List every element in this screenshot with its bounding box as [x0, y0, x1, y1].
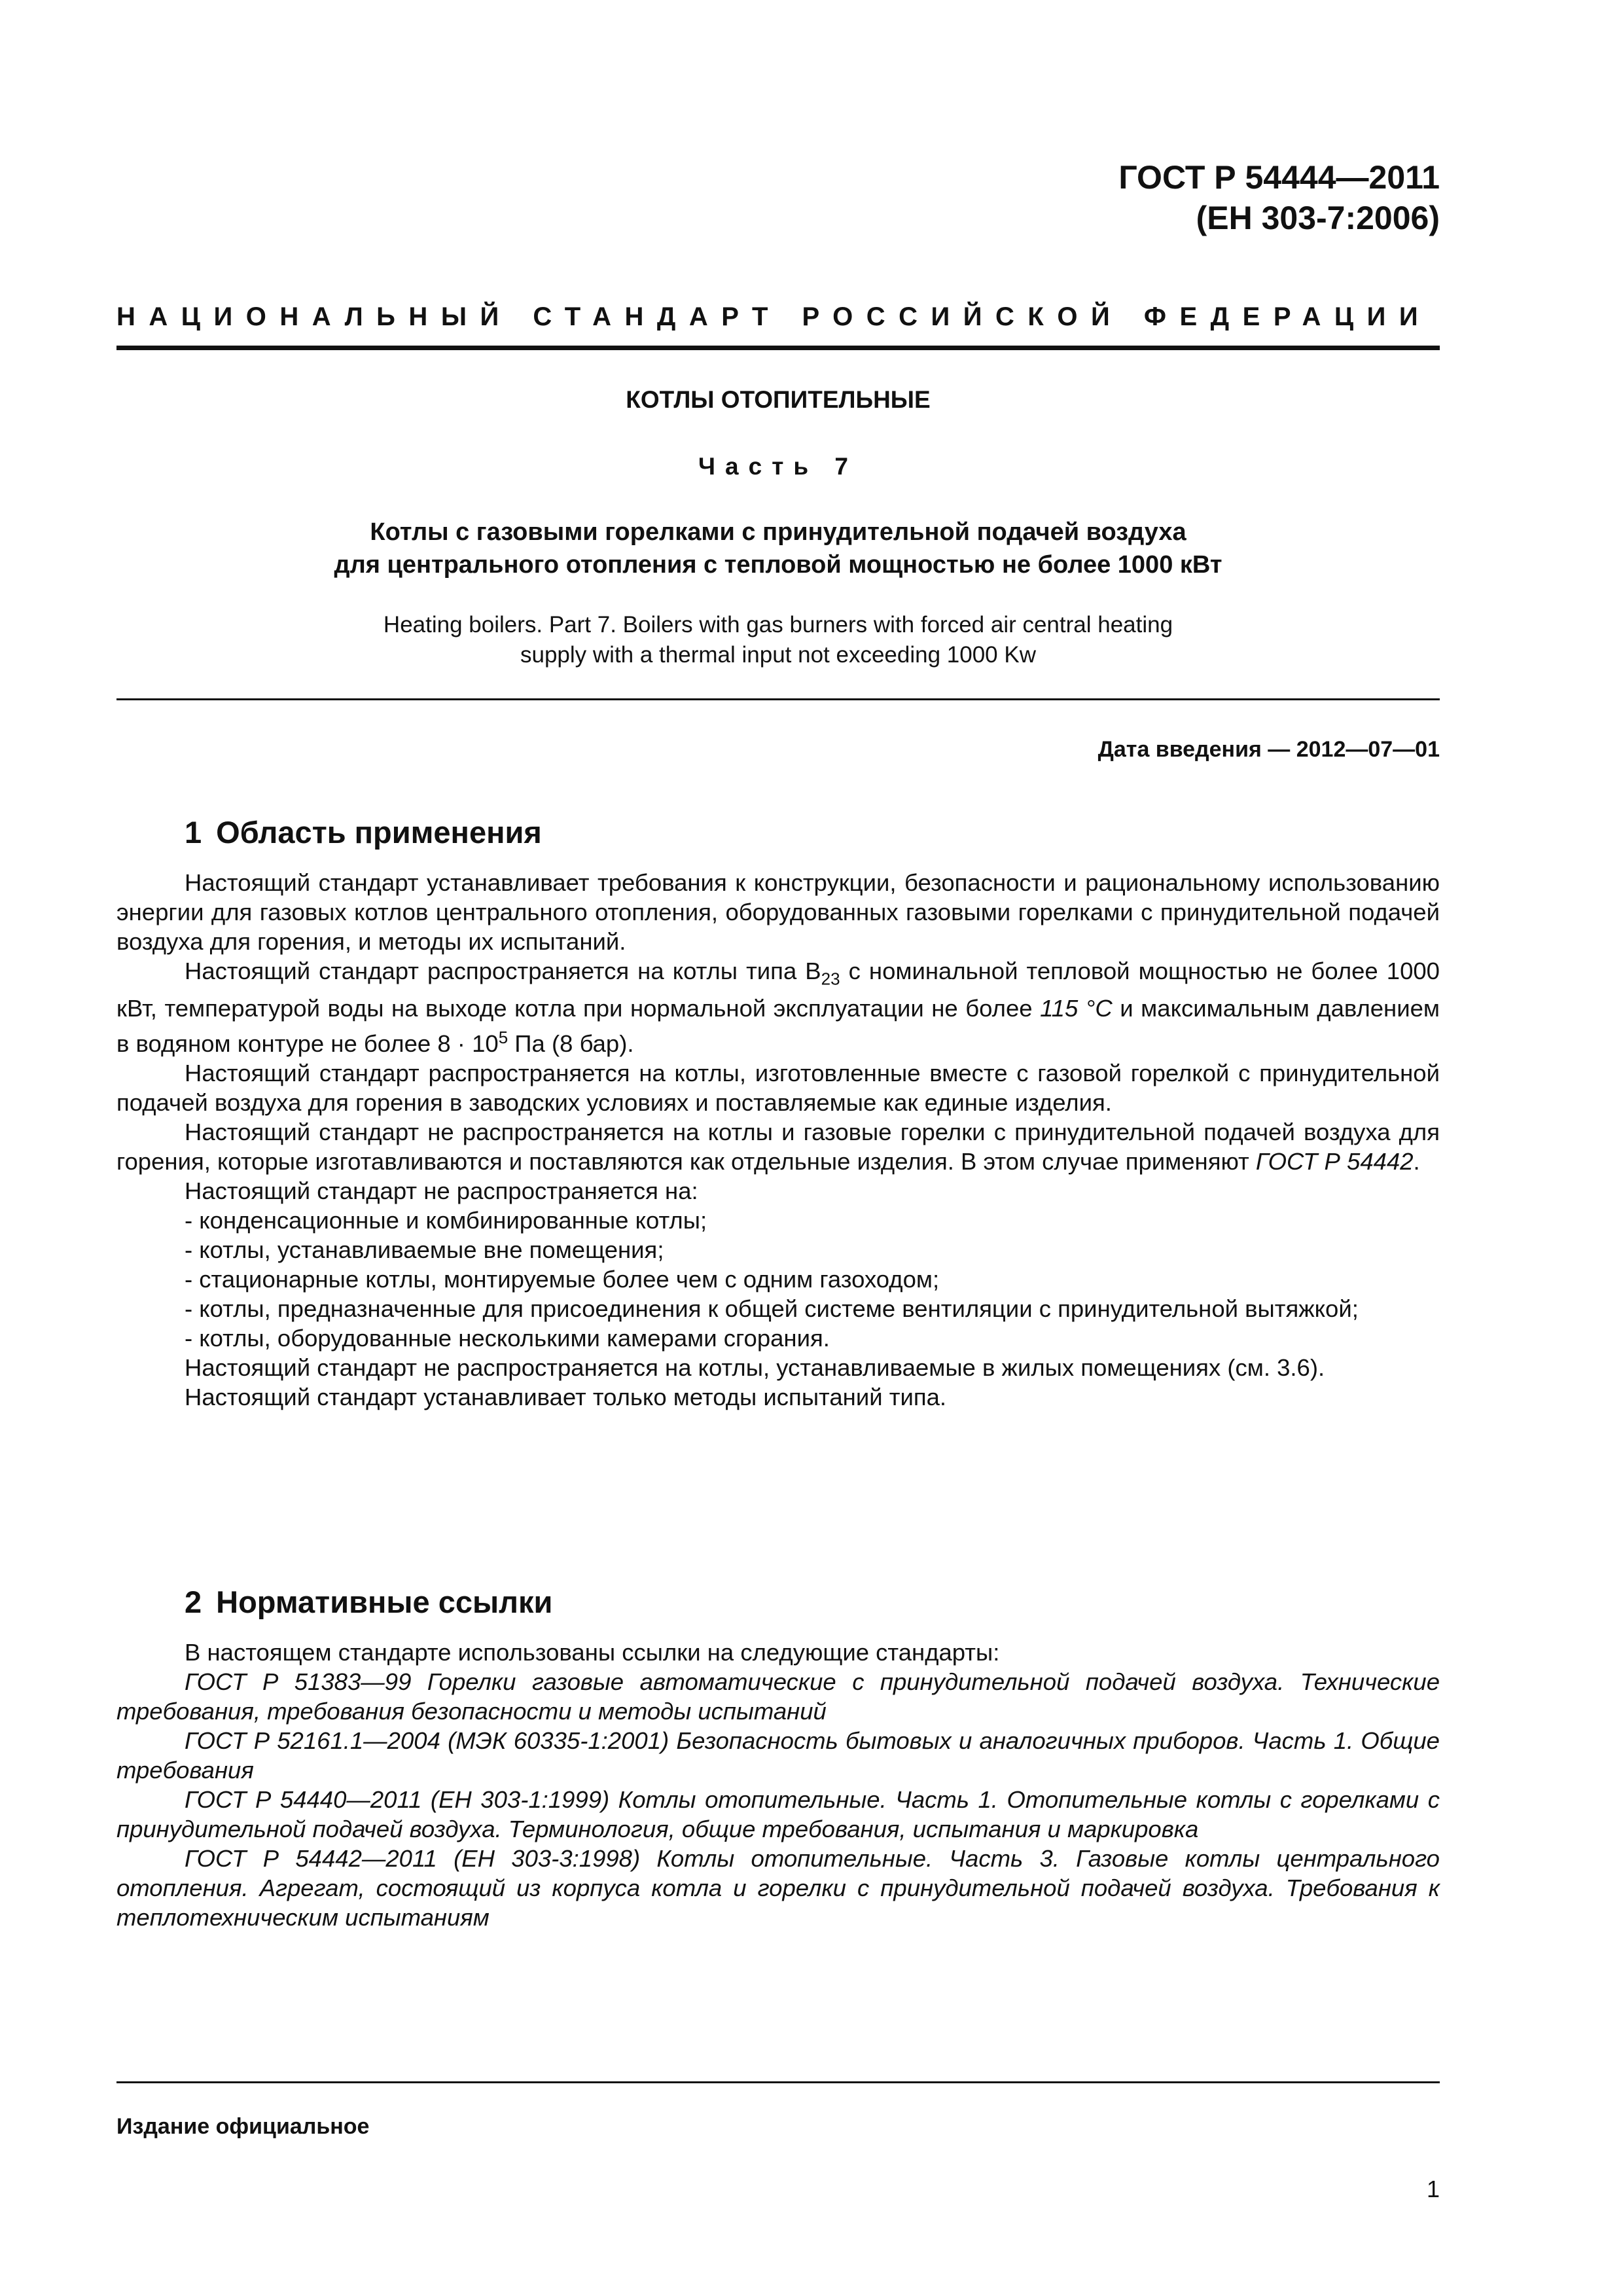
- official-edition-label: Издание официальное: [116, 2114, 370, 2139]
- subtitle-ru-line: для центрального отопления с тепловой мощностью не более 1000 кВт: [334, 551, 1222, 579]
- list-item: - котлы, оборудованные несколькими камерами сгорания.: [185, 1325, 830, 1352]
- part-label: Часть 7: [698, 453, 858, 480]
- paragraph: Настоящий стандарт не распространяется на:: [185, 1177, 698, 1205]
- paragraph: Настоящий стандарт распространяется на котлы, изготовленные вместе с газовой горелкой с принудительной подачей воздуха для горения в заводских условиях и поставляемые как единые изделия.: [116, 1060, 1440, 1117]
- list-item: - конденсационные и комбинированные котлы;: [185, 1207, 707, 1234]
- subtitle-en-line: Heating boilers. Part 7. Boilers with gas burners with forced air central heating: [383, 612, 1173, 637]
- en-standard-number: (ЕН 303-7:2006): [1196, 200, 1440, 236]
- section-1-body: [116, 868, 1440, 1412]
- paragraph: Настоящий стандарт распространяется на котлы типа $В_{23}$ с номинальной тепловой мощностью не более 1000 кВт, температурой воды на выходе котла при нормальной эксплуатации не более 115 °С и максимальным давлением в водяном контуре не более $8 \cdot 10^5$ Па (8 бар).: [116, 958, 1440, 1058]
- header-divider: [116, 346, 1440, 350]
- subtitle-ru-line: Котлы с газовыми горелками с принудительной подачей воздуха: [370, 518, 1186, 546]
- page-number: 1: [1426, 2176, 1440, 2202]
- footer-divider: [116, 2081, 1440, 2083]
- subtitle-en: [116, 610, 1440, 670]
- reference-item: ГОСТ Р 54440—2011 (ЕН 303-1:1999) Котлы отопительные. Часть 1. Отопительные котлы с горелками с принудительной подачей воздуха. Терминология, общие требования, испытания и маркировка: [116, 1786, 1440, 1842]
- standard-number: ГОСТ Р 54444—2011: [1118, 159, 1440, 196]
- reference-item: ГОСТ Р 54442—2011 (ЕН 303-3:1998) Котлы отопительные. Часть 3. Газовые котлы центрального отопления. Агрегат, состоящий из корпуса котла и горелки с принудительной подачей воздуха. Требования к теплотехническим испытаниям: [116, 1845, 1440, 1931]
- superscript: 5: [498, 1028, 508, 1048]
- subtitle-ru: [116, 516, 1440, 581]
- section-number: 1: [185, 815, 202, 850]
- list-item: - котлы, предназначенные для присоединения к общей системе вентиляции с принудительной вытяжкой;: [185, 1295, 1359, 1323]
- reference-item: ГОСТ Р 51383—99 Горелки газовые автоматические с принудительной подачей воздуха. Технические требования, требования безопасности и методы испытаний: [116, 1668, 1440, 1725]
- section-title: Область применения: [216, 815, 542, 850]
- section-2-body: [116, 1638, 1440, 1932]
- paragraph: Настоящий стандарт устанавливает требования к конструкции, безопасности и рациональному использованию энергии для газовых котлов центрального отопления, оборудованных газовыми горелками с принудительной подачей воздуха для горения, и методы их испытаний.: [116, 869, 1440, 955]
- document-title: КОТЛЫ ОТОПИТЕЛЬНЫЕ: [626, 386, 931, 413]
- section-2-heading: [185, 1583, 552, 1622]
- list-item: - стационарные котлы, монтируемые более чем с одним газоходом;: [185, 1266, 940, 1293]
- reference-item: ГОСТ Р 52161.1—2004 (МЭК 60335-1:2001) Безопасность бытовых и аналогичных приборов. Часть 1. Общие требования: [116, 1727, 1440, 1784]
- paragraph: Настоящий стандарт устанавливает только методы испытаний типа.: [185, 1384, 947, 1411]
- section-title: Нормативные ссылки: [216, 1585, 553, 1619]
- introduction-date: Дата введения — 2012—07—01: [1097, 737, 1440, 762]
- paragraph: Настоящий стандарт не распространяется на котлы и газовые горелки с принудительной подачей воздуха для горения, которые изготавливаются и поставляются как отдельные изделия. В этом случае применяют ГОСТ Р 54442.: [116, 1119, 1440, 1175]
- standard-reference: ГОСТ Р 54442: [1255, 1148, 1414, 1175]
- paragraph: Настоящий стандарт не распространяется на котлы, устанавливаемые в жилых помещениях (см. 3.6).: [185, 1354, 1325, 1382]
- section-number: 2: [185, 1585, 202, 1619]
- subscript: 23: [821, 969, 840, 989]
- section-1-heading: [185, 813, 542, 852]
- subtitle-en-line: supply with a thermal input not exceeding 1000 Kw: [520, 642, 1036, 668]
- paragraph: В настоящем стандарте использованы ссылки на следующие стандарты:: [185, 1639, 1000, 1666]
- title-divider: [116, 698, 1440, 700]
- list-item: - котлы, устанавливаемые вне помещения;: [185, 1236, 664, 1264]
- national-standard-title: НАЦИОНАЛЬНЫЙ СТАНДАРТ РОССИЙСКОЙ ФЕДЕРАЦИИ: [116, 302, 1432, 331]
